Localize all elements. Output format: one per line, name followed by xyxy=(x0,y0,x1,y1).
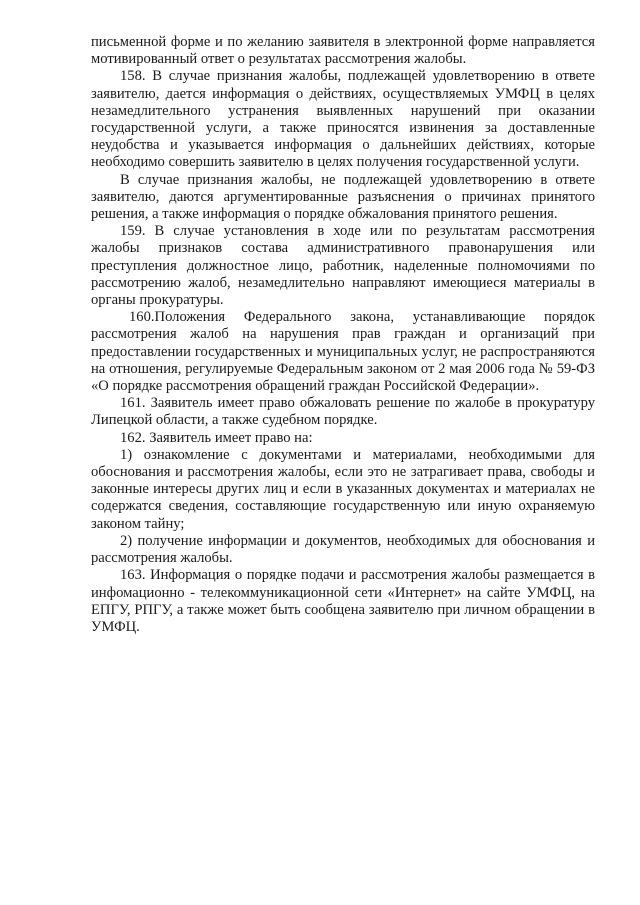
paragraph-162: 162. Заявитель имеет право на: xyxy=(120,429,313,446)
paragraph-continuation: письменной форме и по желанию заявителя в электронной форме направляется мотивированный ответ о результатах рассмотрения жалобы. xyxy=(91,34,595,68)
paragraph-159: 159. В случае установления в ходе или по результатам рассмотрения жалобы признаков состава административного правонарушения или преступления должностное лицо, работник, наделенные полномочиями по рассмотрению жалоб, незамедлительно направляют имеющиеся материалы в органы прокуратуры. xyxy=(91,223,595,309)
paragraph-161: 161. Заявитель имеет право обжаловать решение по жалобе в прокуратуру Липецкой области, а также судебном порядке. xyxy=(91,395,595,429)
paragraph-162-item-1: 1) ознакомление с документами и материалами, необходимыми для обоснования и рассмотрения жалобы, если это не затрагивает права, свободы и законные интересы других лиц и если в указанных документах и материалах не содержатся сведения, составляющие государственную или иную охраняемую законом тайну; xyxy=(91,446,595,532)
document-body xyxy=(91,34,595,636)
paragraph-158: 158. В случае признания жалобы, подлежащей удовлетворению в ответе заявителю, дается информация о действиях, осуществляемых УМФЦ в целях незамедлительного устранения выявленных нарушений при оказании государственной услуги, а также приносятся извинения за доставленные неудобства и указывается информация о дальнейших действиях, которые необходимо совершить заявителю в целях получения государственной услуги. xyxy=(91,68,595,171)
paragraph-160: 160.Положения Федерального закона, устанавливающие порядок рассмотрения жалоб на нарушения прав граждан и организаций при предоставлении государственных и муниципальных услуг, не распространяются на отношения, регулируемые Федеральным законом от 2 мая 2006 года № 59-ФЗ «О порядке рассмотрения обращений граждан Российской Федерации». xyxy=(91,309,595,395)
paragraph-158-rejection: В случае признания жалобы, не подлежащей удовлетворению в ответе заявителю, даются аргументированные разъяснения о причинах принятого решения, а также информация о порядке обжалования принятого решения. xyxy=(91,171,595,223)
paragraph-162-item-2: 2) получение информации и документов, необходимых для обоснования и рассмотрения жалобы. xyxy=(91,532,595,567)
paragraph-163: 163. Информация о порядке подачи и рассмотрения жалобы размещается в инфомационно - телекоммуникационной сети «Интернет» на сайте УМФЦ, на ЕПГУ, РПГУ, а также может быть сообщена заявителю при личном обращении в УМФЦ. xyxy=(91,567,595,635)
